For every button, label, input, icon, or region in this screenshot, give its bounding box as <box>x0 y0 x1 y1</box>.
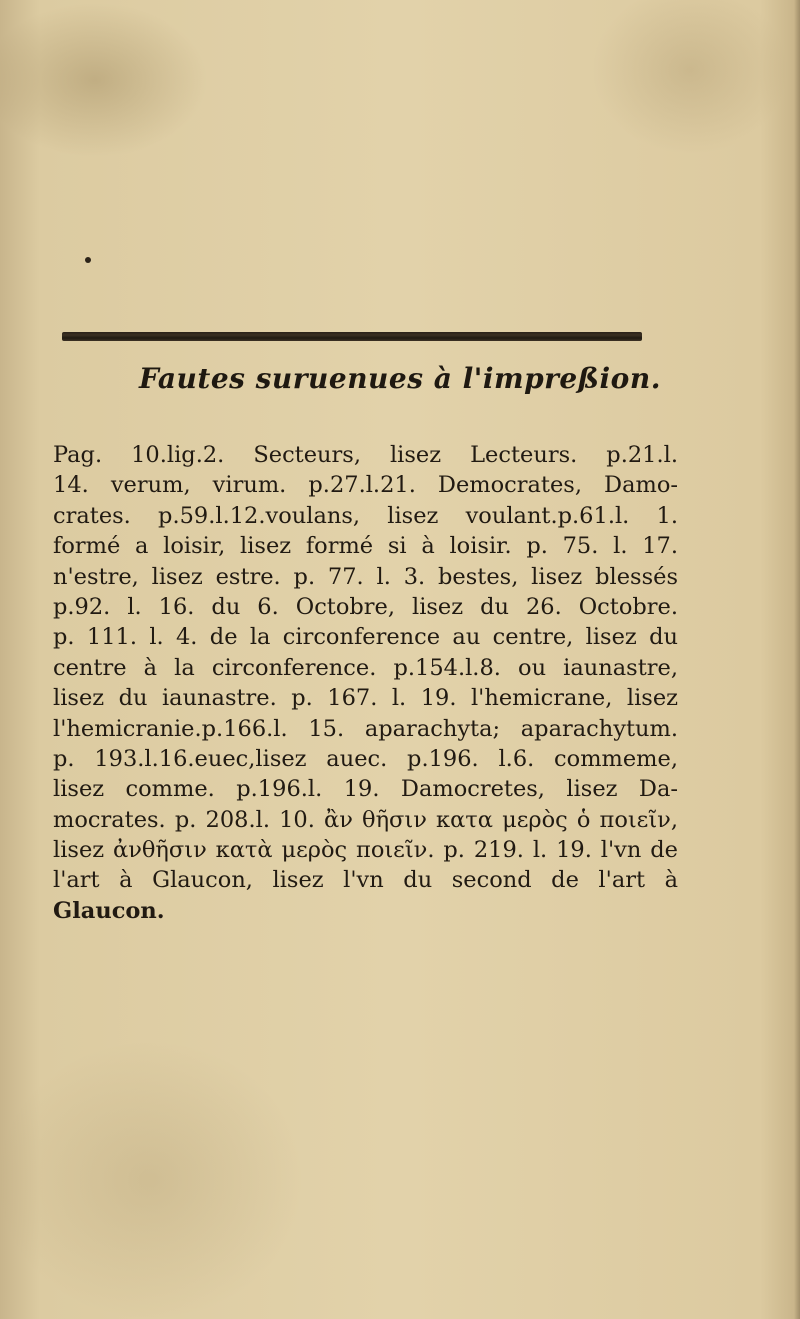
errata-heading: Fautes suruenues à l'impreßion. <box>139 362 661 395</box>
errata-line: lisez ἀνθῆσιν κατὰ μερὸς ποιεῖν. p. 219. l. 19. l'vn de <box>53 837 678 864</box>
page-edge-shadow <box>794 0 800 1319</box>
ink-speck <box>85 257 91 263</box>
errata-line: centre à la circonference. p.154.l.8. ou iaunastre, <box>53 654 678 681</box>
errata-line: Glaucon. <box>53 897 165 924</box>
errata-line: crates. p.59.l.12.voulans, lisez voulant.p.61.l. 1. <box>53 502 678 529</box>
errata-line: p. 111. l. 4. de la circonference au centre, lisez du <box>53 624 678 651</box>
errata-line: l'hemicranie.p.166.l. 15. aparachyta; aparachytum. <box>53 715 678 742</box>
errata-line: p. 193.l.16.euec,lisez auec. p.196. l.6. commeme, <box>53 745 678 772</box>
errata-line: l'art à Glaucon, lisez l'vn du second de l'art à <box>53 867 678 894</box>
errata-list <box>53 440 678 926</box>
errata-line: mocrates. p. 208.l. 10. ἂν θῆσιν κατα μερὸς ὁ ποιεῖν, <box>53 806 678 833</box>
errata-line: 14. verum, virum. p.27.l.21. Democrates, Damo- <box>53 472 678 499</box>
errata-line: lisez du iaunastre. p. 167. l. 19. l'hemicrane, lisez <box>53 685 678 712</box>
ornamental-rule <box>62 332 642 341</box>
errata-line: lisez comme. p.196.l. 19. Damocretes, lisez Da- <box>53 776 678 803</box>
errata-line: p.92. l. 16. du 6. Octobre, lisez du 26. Octobre. <box>53 593 678 620</box>
errata-line: n'estre, lisez estre. p. 77. l. 3. bestes, lisez blessés <box>53 563 678 590</box>
errata-line: Pag. 10.lig.2. Secteurs, lisez Lecteurs. p.21.l. <box>53 442 678 468</box>
errata-line: formé a loisir, lisez formé si à loisir. p. 75. l. 17. <box>53 533 678 560</box>
